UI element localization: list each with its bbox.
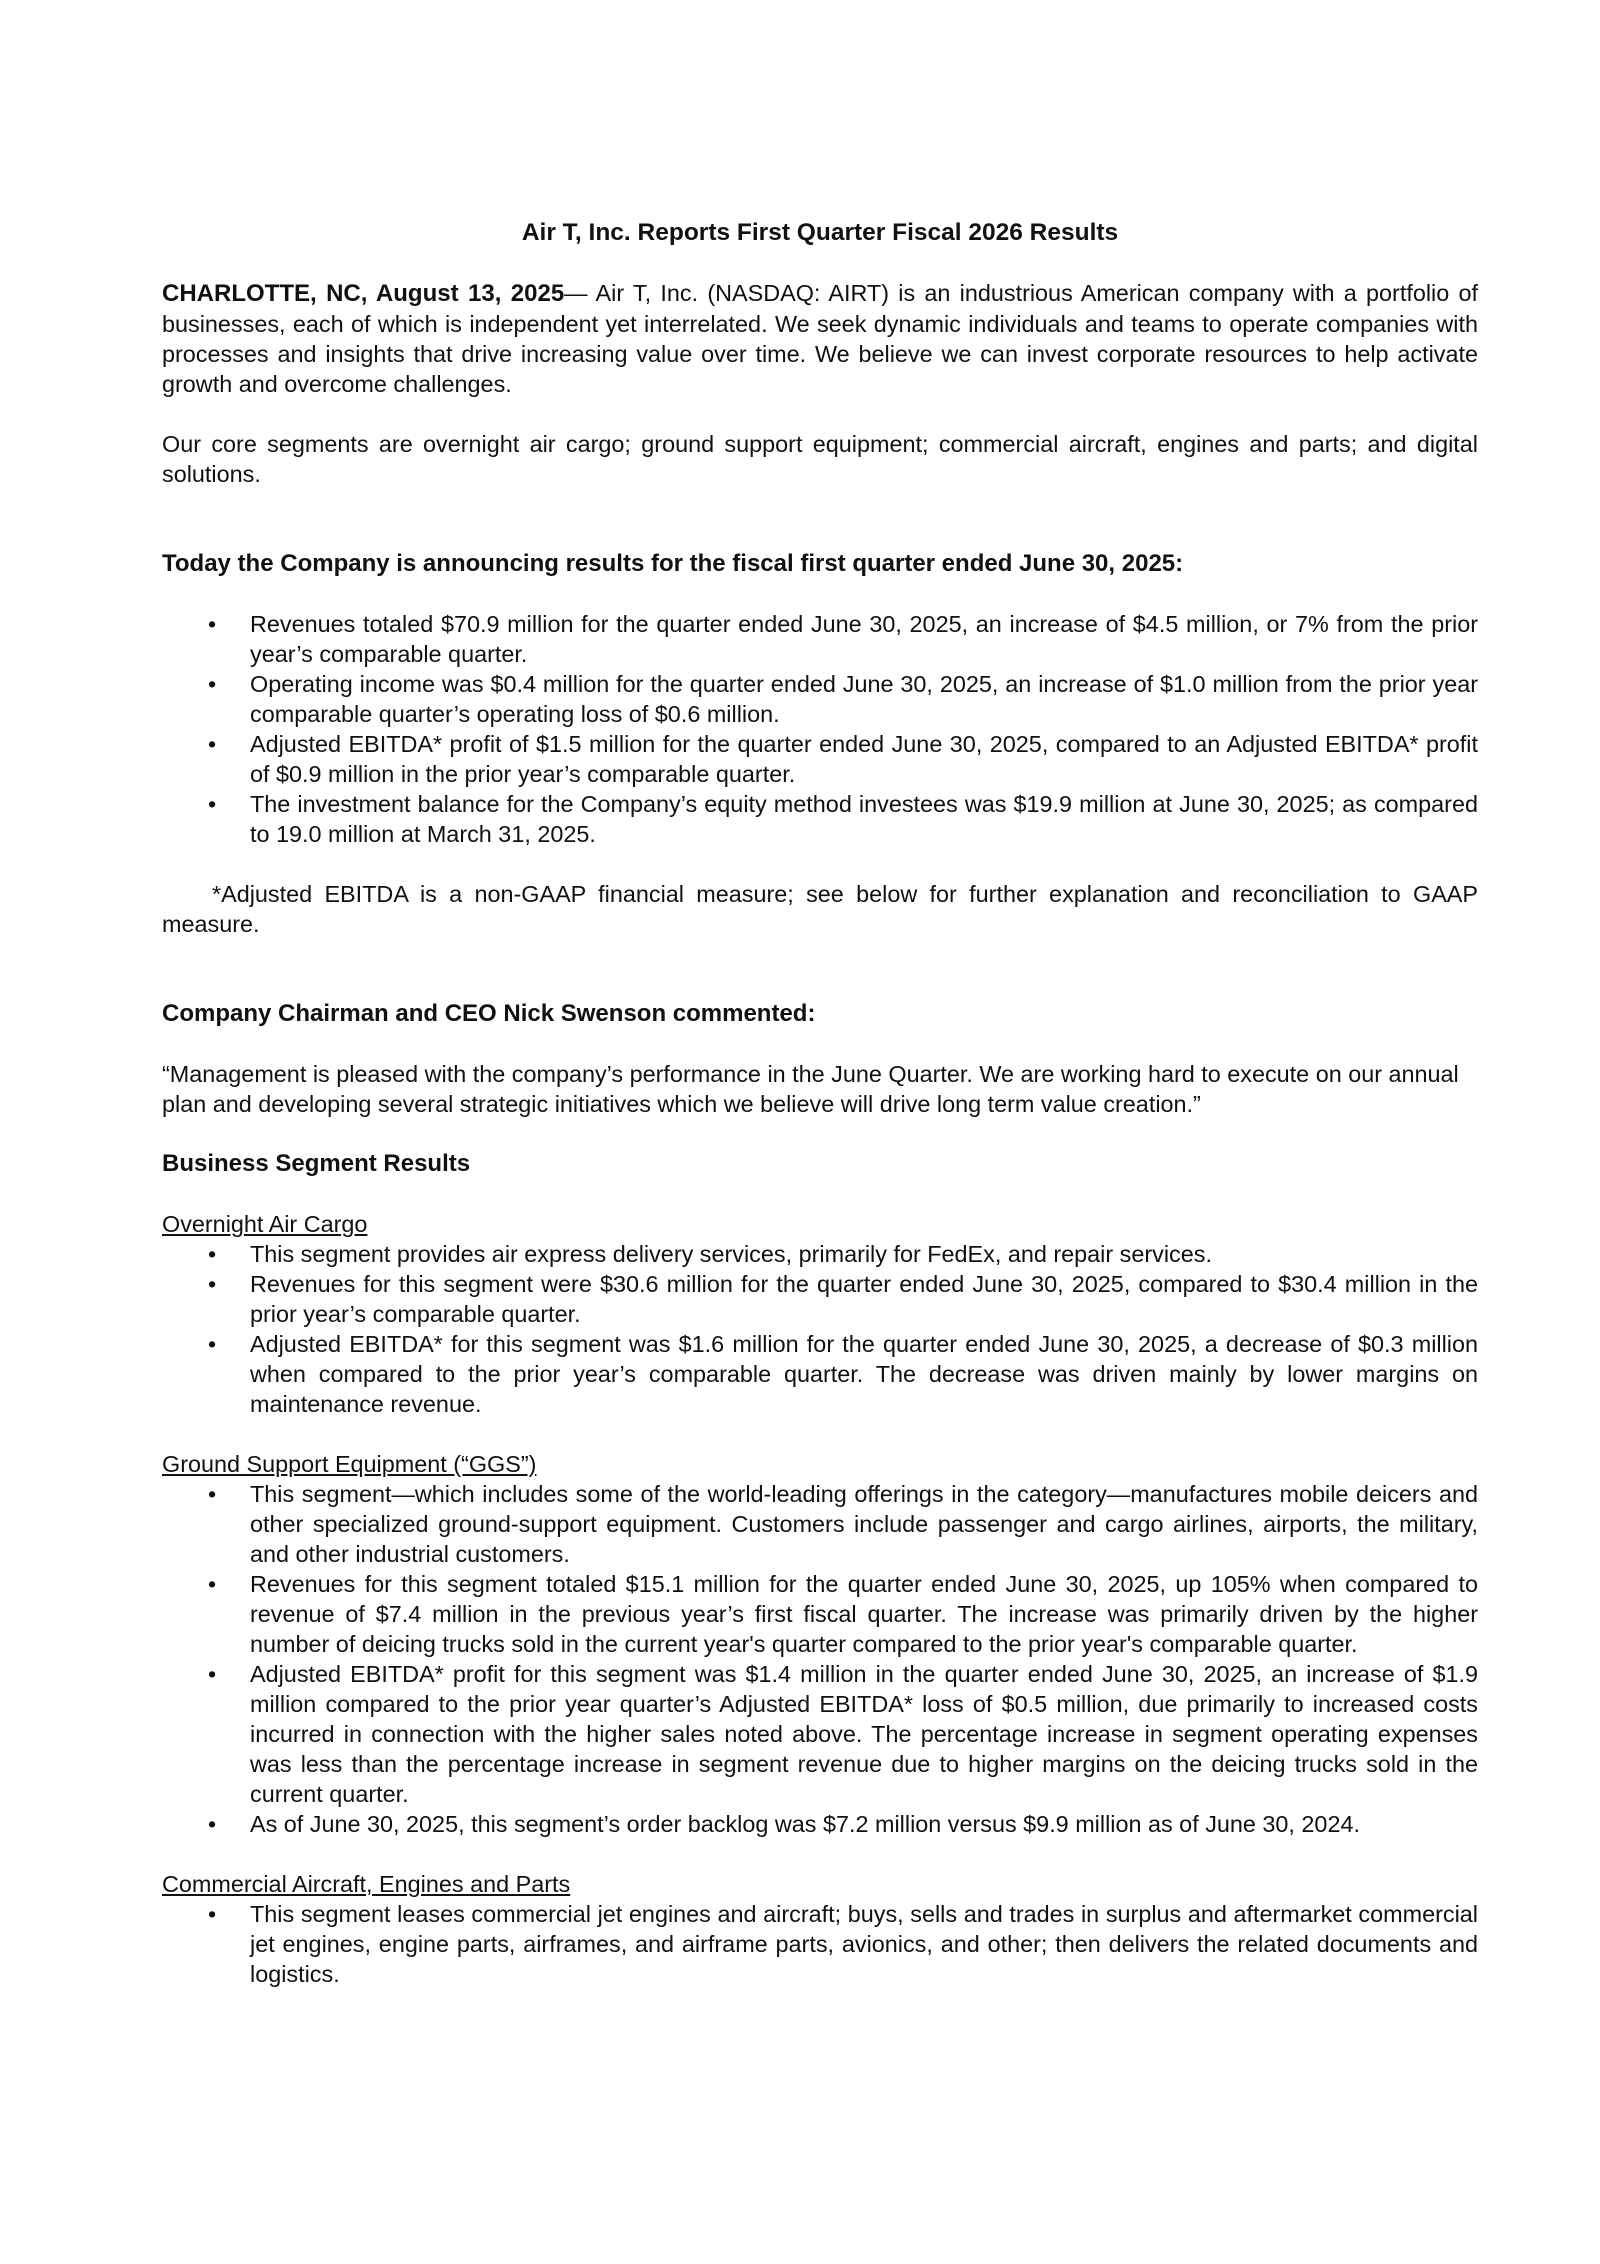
dateline: CHARLOTTE, NC, August 13, 2025 <box>162 280 565 307</box>
core-segments-paragraph: Our core segments are overnight air cargo; ground support equipment; commercial aircraft, engines and parts; and digital solutions. <box>162 431 1478 487</box>
press-release-page <box>162 218 1478 1989</box>
list-item: • Revenues for this segment totaled $15.1 million for the quarter ended June 30, 2025, up 105% when compared to revenue of $7.4 million in the previous year’s first fiscal quarter. The increase was primarily driven by the higher number of deicing trucks sold in the current year's quarter compared to the prior year's comparable quarter. <box>208 1571 1478 1657</box>
list-item: • As of June 30, 2025, this segment’s order backlog was $7.2 million versus $9.9 million as of June 30, 2024. <box>208 1811 1360 1837</box>
list-item: • Adjusted EBITDA* profit of $1.5 million for the quarter ended June 30, 2025, compared to an Adjusted EBITDA* profit of $0.9 million in the prior year’s comparable quarter. <box>208 731 1478 787</box>
list-item: • Revenues totaled $70.9 million for the quarter ended June 30, 2025, an increase of $4.5 million, or 7% from the prior year’s comparable quarter. <box>208 611 1478 667</box>
bullet-icon: • <box>208 671 217 697</box>
commercial-aircraft-heading: Commercial Aircraft, Engines and Parts <box>162 1871 571 1897</box>
bullet-icon: • <box>208 1271 217 1297</box>
bullet-icon: • <box>208 1661 217 1687</box>
overnight-air-cargo-heading: Overnight Air Cargo <box>162 1211 368 1237</box>
intro-paragraph <box>162 278 1478 399</box>
bullet-icon: • <box>208 1901 217 1927</box>
ceo-quote: “Management is pleased with the company’s performance in the June Quarter. We are working hard to execute on our annual plan and developing several strategic initiatives which we believe will drive long term value creation.” <box>162 1061 1459 1117</box>
list-item: • This segment—which includes some of the world-leading offerings in the category—manufactures mobile deicers and other specialized ground-support equipment. Customers include passenger and cargo airlines, airports, the military, and other industrial customers. <box>208 1481 1478 1567</box>
list-item: • This segment provides air express delivery services, primarily for FedEx, and repair services. <box>208 1241 1212 1267</box>
bullet-icon: • <box>208 1241 217 1267</box>
bullet-icon: • <box>208 1811 217 1837</box>
document-title: Air T, Inc. Reports First Quarter Fiscal 2026 Results <box>521 219 1119 246</box>
ground-support-equipment-list <box>162 1479 1478 1839</box>
bullet-icon: • <box>208 731 217 757</box>
segment-results-heading: Business Segment Results <box>162 1150 471 1177</box>
ground-support-equipment-heading: Ground Support Equipment (“GGS”) <box>162 1451 537 1477</box>
results-list <box>162 609 1478 849</box>
list-item: • The investment balance for the Company’s equity method investees was $19.9 million at June 30, 2025; as compared to 19.0 million at March 31, 2025. <box>208 791 1478 847</box>
list-item: • Adjusted EBITDA* profit for this segment was $1.4 million in the quarter ended June 30, 2025, an increase of $1.9 million compared to the prior year quarter’s Adjusted EBITDA* loss of $0.5 million, due primarily to increased costs incurred in connection with the higher sales noted above. The percentage increase in segment operating expenses was less than the percentage increase in segment revenue due to higher margins on the deicing trucks sold in the current quarter. <box>208 1661 1478 1807</box>
results-heading: Today the Company is announcing results for the fiscal first quarter ended June 30, 2025: <box>162 550 1184 577</box>
bullet-icon: • <box>208 611 217 637</box>
bullet-icon: • <box>208 1481 217 1507</box>
list-item: • Adjusted EBITDA* for this segment was $1.6 million for the quarter ended June 30, 2025, a decrease of $0.3 million when compared to the prior year’s comparable quarter. The decrease was driven mainly by lower margins on maintenance revenue. <box>208 1331 1478 1417</box>
intro-text: — Air T, Inc. (NASDAQ: AIRT) is an industrious American company with a portfolio of businesses, each of which is independent yet interrelated. We seek dynamic individuals and teams to operate companies with processes and insights that drive increasing value over time. We believe we can invest corporate resources to help activate growth and overcome challenges. <box>162 280 1478 397</box>
bullet-icon: • <box>208 1331 217 1357</box>
list-item: • Revenues for this segment were $30.6 million for the quarter ended June 30, 2025, compared to $30.4 million in the prior year’s comparable quarter. <box>208 1271 1478 1327</box>
bullet-icon: • <box>208 791 217 817</box>
list-item: • This segment leases commercial jet engines and aircraft; buys, sells and trades in surplus and aftermarket commercial jet engines, engine parts, airframes, and airframe parts, avionics, and other; then delivers the related documents and logistics. <box>208 1901 1478 1987</box>
adjusted-ebitda-footnote: *Adjusted EBITDA is a non-GAAP financial measure; see below for further explanation and reconciliation to GAAP measure. <box>162 881 1478 937</box>
overnight-air-cargo-list <box>162 1239 1478 1419</box>
commercial-aircraft-list <box>162 1899 1478 1989</box>
bullet-icon: • <box>208 1571 217 1597</box>
ceo-heading: Company Chairman and CEO Nick Swenson commented: <box>162 1000 816 1027</box>
list-item: • Operating income was $0.4 million for the quarter ended June 30, 2025, an increase of $1.0 million from the prior year comparable quarter’s operating loss of $0.6 million. <box>208 671 1478 727</box>
